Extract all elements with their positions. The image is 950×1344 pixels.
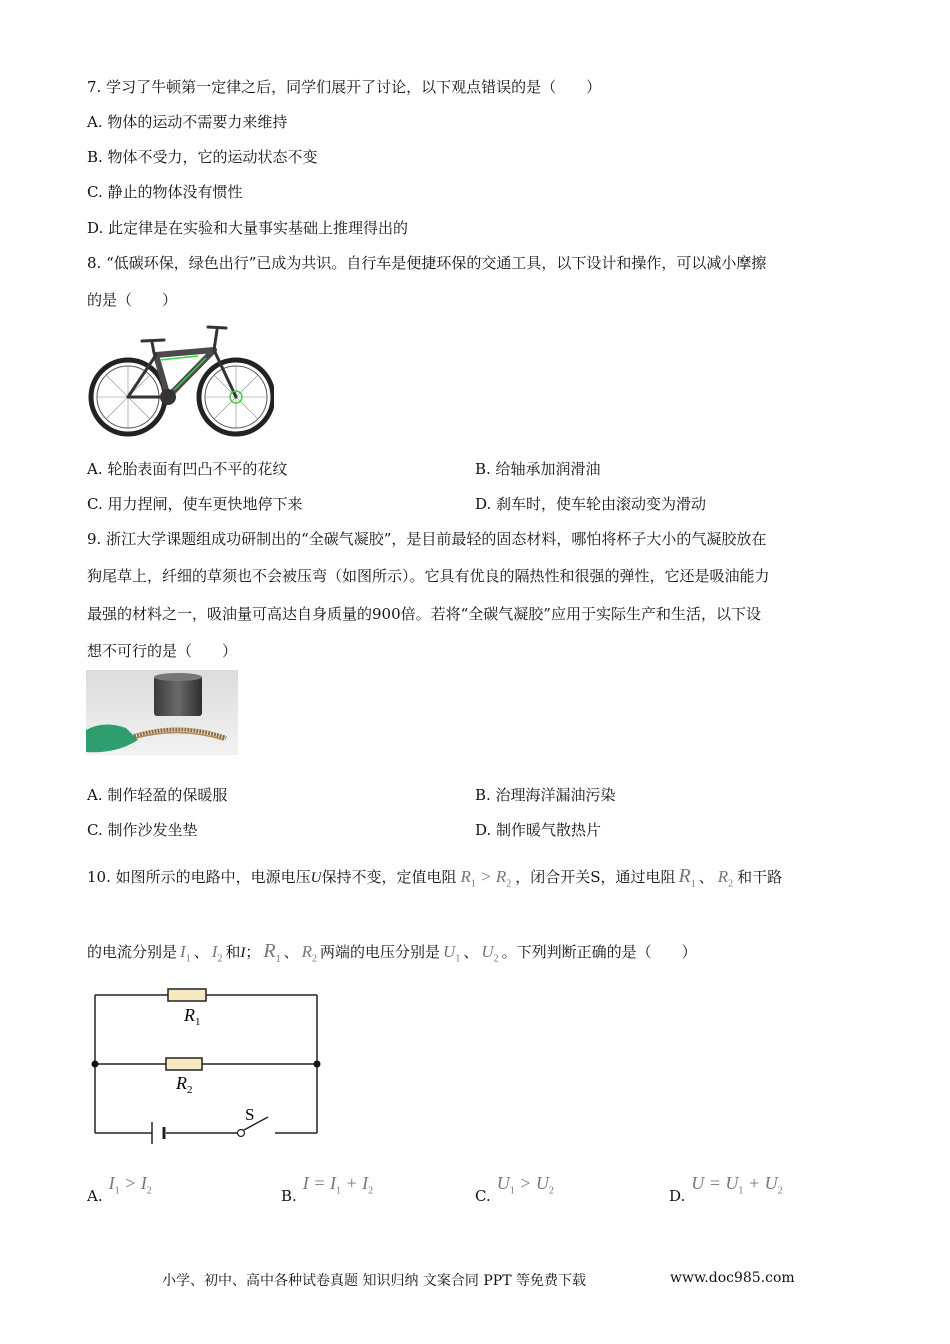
label-r2: $R_2$ — [176, 1073, 193, 1096]
resistor-r2-icon — [166, 1058, 202, 1070]
symbol-u2: $U_2$ — [481, 942, 499, 965]
q9-line4: 想不可行的是（ ） — [87, 642, 238, 660]
formula-r1-gt-r2: $R_1 > R_2$ — [460, 867, 512, 890]
q7-option-b: B. 物体不受力，它的运动状态不变 — [87, 148, 318, 166]
q8-option-a: A. 轮胎表面有凹凸不平的花纹 — [87, 460, 288, 478]
symbol-r2-b: $R_2$ — [301, 942, 318, 965]
q7-option-a: A. 物体的运动不需要力来维持 — [87, 113, 288, 131]
label-r1: $R_1$ — [184, 1005, 201, 1028]
label-s: S — [245, 1105, 255, 1124]
q10-option-c: $C.U_1 > U_2$ — [475, 1173, 554, 1205]
symbol-r2: $R_2$ — [717, 867, 734, 890]
symbol-i2: $I_2$ — [211, 942, 223, 965]
q7-option-c: C. 静止的物体没有惯性 — [87, 183, 243, 201]
formula-a: $I_1 > I_2$ — [108, 1173, 152, 1197]
q8-stem-line1: 8. “低碳环保，绿色出行”已成为共识。自行车是便捷环保的交通工具，以下设计和操作，可以减小摩擦 — [87, 254, 767, 272]
q10-line2: 的电流分别是 $I_1$ 、 $I_2$ 和I； $R_1$ 、 $R_2$ 两端的电压分别是 $U_1$ 、 $U_2$ 。下列判断正确的是（ ） — [87, 940, 697, 965]
q10-option-b: $B.I = I_1 + I_2$ — [281, 1173, 374, 1205]
junction-left — [92, 1061, 99, 1068]
q9-option-c: C. 制作沙发坐垫 — [87, 821, 198, 839]
formula-b: $I = I_1 + I_2$ — [302, 1173, 374, 1197]
footer-link[interactable]: www.doc985.com — [670, 1270, 795, 1286]
q9-option-a: A. 制作轻盈的保暖服 — [87, 786, 228, 804]
circuit-diagram — [90, 985, 325, 1145]
bicycle-image — [86, 320, 274, 440]
switch-icon — [238, 1130, 245, 1137]
q9-line3: 最强的材料之一，吸油量可高达自身质量的900倍。若将“全碳气凝胶”应用于实际生产和生活，以下设 — [87, 605, 761, 623]
q8-option-c: C. 用力捏闸，使车更快地停下来 — [87, 495, 303, 513]
formula-d: $U = U_1 + U_2$ — [691, 1173, 783, 1197]
symbol-r1: $R_1$ — [678, 865, 696, 890]
q7-stem: 7. 学习了牛顿第一定律之后，同学们展开了讨论，以下观点错误的是（ ） — [87, 78, 602, 96]
symbol-i1: $I_1$ — [180, 942, 191, 965]
q7-option-d: D. 此定律是在实验和大量事实基础上推理得出的 — [87, 219, 409, 237]
q8-stem-line2: 的是（ ） — [87, 291, 178, 309]
q10-option-a: $A.I_1 > I_2$ — [87, 1173, 152, 1205]
junction-right — [314, 1061, 321, 1068]
q8-option-d: D. 刹车时，使车轮由滚动变为滑动 — [475, 495, 707, 513]
aerogel-photo — [86, 670, 238, 755]
formula-c: $U_1 > U_2$ — [496, 1173, 554, 1197]
q9-option-b: B. 治理海洋漏油污染 — [475, 786, 616, 804]
q10-line1: 10. 如图所示的电路中，电源电压U保持不变，定值电阻 $R_1 > R_2$ ，闭合开关S，通过电阻 $R_1$ 、 $R_2$ 和干路 — [87, 865, 783, 890]
q9-line1: 9. 浙江大学课题组成功研制出的“全碳气凝胶”，是目前最轻的固态材料，哪怕将杯子大小的气凝胶放在 — [87, 530, 767, 548]
footer-text: 小学、初中、高中各种试卷真题 知识归纳 文案合同 PPT 等免费下载 — [162, 1273, 586, 1289]
q8-option-b: B. 给轴承加润滑油 — [475, 460, 601, 478]
resistor-r1-icon — [168, 989, 206, 1001]
symbol-u1: $U_1$ — [443, 942, 461, 965]
battery-icon — [152, 1122, 164, 1144]
q9-line2: 狗尾草上，纤细的草须也不会被压弯（如图所示）。它具有优良的隔热性和很强的弹性，它还是吸油能力 — [87, 567, 770, 585]
q10-option-d: $D.U = U_1 + U_2$ — [669, 1173, 783, 1205]
symbol-r1-b: $R_1$ — [263, 940, 281, 965]
q9-option-d: D. 制作暖气散热片 — [475, 821, 602, 839]
